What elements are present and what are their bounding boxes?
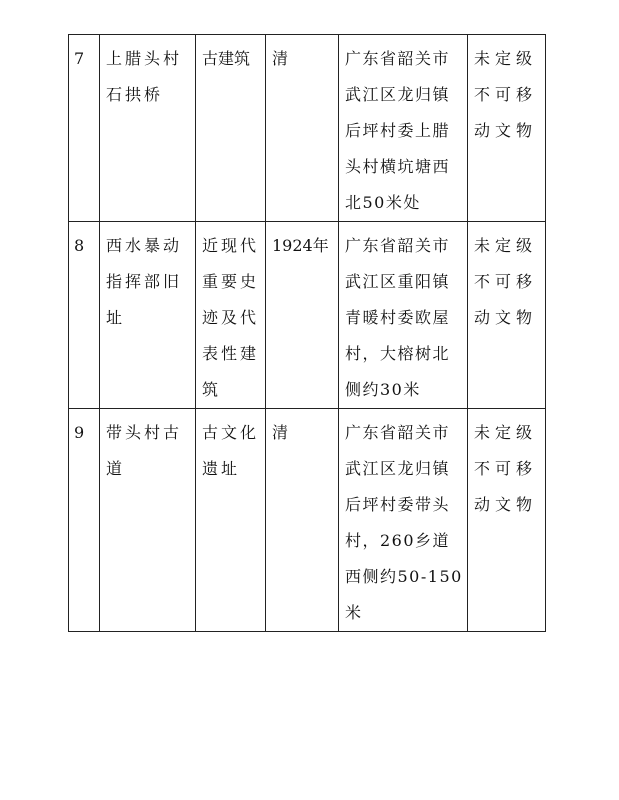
site-status: 未定级不可移动文物	[468, 35, 546, 222]
site-location: 广东省韶关市武江区龙归镇后坪村委上腊头村横坑塘西北50米处	[339, 35, 468, 222]
row-number: 8	[69, 222, 100, 409]
row-number: 7	[69, 35, 100, 222]
site-era: 清	[266, 409, 339, 632]
site-era: 清	[266, 35, 339, 222]
table-row	[69, 409, 546, 632]
table-row	[69, 222, 546, 409]
heritage-table	[68, 34, 546, 632]
site-era: 1924年	[266, 222, 339, 409]
row-number: 9	[69, 409, 100, 632]
site-category: 近现代重要史迹及代表性建筑	[196, 222, 266, 409]
site-status: 未定级不可移动文物	[468, 409, 546, 632]
table-row	[69, 35, 546, 222]
site-status: 未定级不可移动文物	[468, 222, 546, 409]
site-category: 古文化遗址	[196, 409, 266, 632]
site-name: 西水暴动指挥部旧址	[100, 222, 196, 409]
site-category: 古建筑	[196, 35, 266, 222]
site-location: 广东省韶关市武江区重阳镇青暖村委欧屋村，大榕树北侧约30米	[339, 222, 468, 409]
site-location: 广东省韶关市武江区龙归镇后坪村委带头村，260乡道西侧约50-150米	[339, 409, 468, 632]
site-name: 带头村古道	[100, 409, 196, 632]
site-name: 上腊头村石拱桥	[100, 35, 196, 222]
